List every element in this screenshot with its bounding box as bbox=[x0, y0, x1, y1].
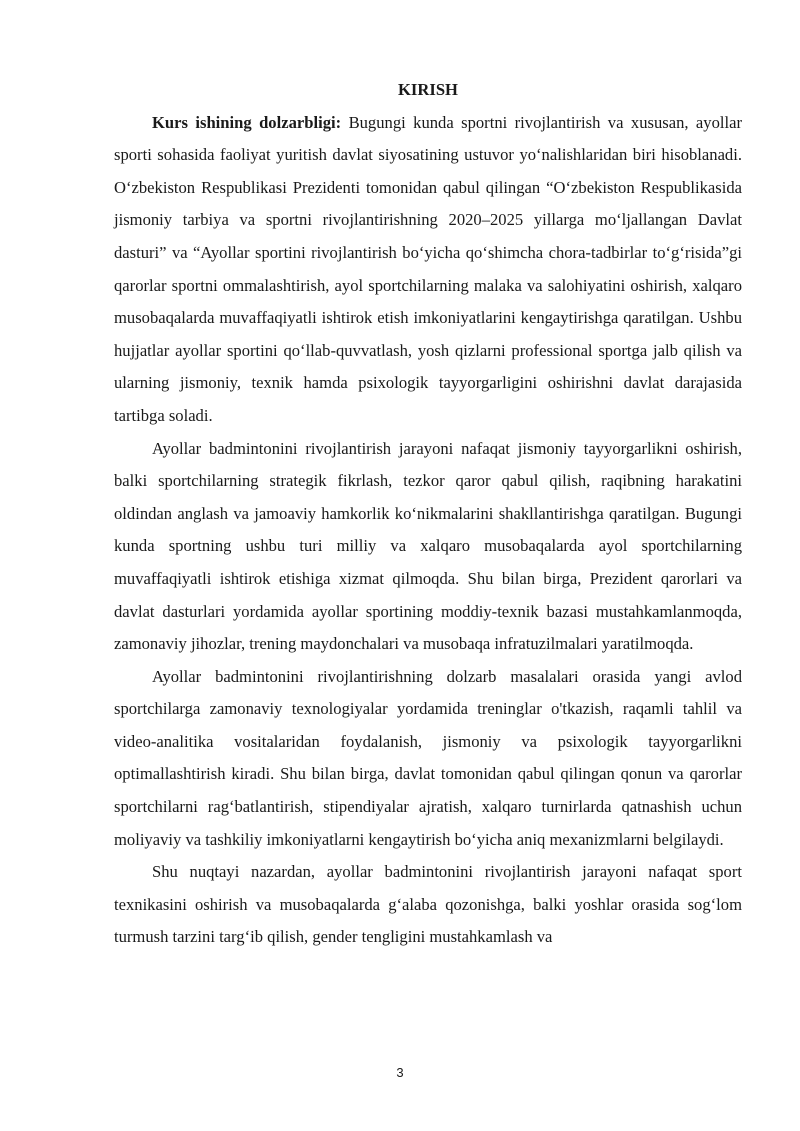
paragraph-lead: Kurs ishining dolzarbligi: bbox=[152, 112, 342, 132]
section-heading: KIRISH bbox=[398, 80, 458, 99]
paragraph-badminton-development bbox=[114, 433, 742, 661]
page-number: 3 bbox=[396, 1065, 404, 1080]
paragraph-text: Ayollar badmintonini rivojlantirish jarayoni nafaqat jismoniy tayyorgarlikni oshirish, balki sportchilarning strategik fikrlash, tezkor qaror qabul qilish, raqibning harakatini oldindan anglash va jamoaviy hamkorlik ko‘nikmalarini shakllantirishga qaratilgan. Bugungi kunda sportning ushbu turi milliy va xalqaro musobaqalarda ayol sportchilarning muvaffaqiyatli ishtirok etishiga xizmat qilmoqda. Shu bilan birga, Prezident qarorlari va davlat dasturlari yordamida ayollar sportining moddiy-texnik bazasi mustahkamlanmoqda, zamonaviy jihozlar, trening maydonchalari va musobaqa infratuzilmalari yaratilmoqda. bbox=[114, 438, 742, 654]
paragraph-text: Ayollar badmintonini rivojlantirishning dolzarb masalalari orasida yangi avlod sportchilarga zamonaviy texnologiyalar yordamida treninglar o'tkazish, raqamli tahlil va video-analitika vositalaridan foydalanish, jismoniy va psixologik tayyorgarlikni optimallashtirish kiradi. Shu bilan birga, davlat tomonidan qabul qilingan qonun va qarorlar sportchilarni rag‘batlantirish, stipendiyalar ajratish, xalqaro turnirlarda qatnashish uchun moliyaviy va tashkiliy imkoniyatlarni kengaytirish bo‘yicha aniq mexanizmlarni belgilaydi. bbox=[114, 666, 742, 849]
document-body bbox=[114, 74, 742, 954]
paragraph-perspective bbox=[114, 856, 742, 954]
paragraph-current-issues bbox=[114, 661, 742, 857]
paragraph-text: Shu nuqtayi nazardan, ayollar badmintonini rivojlantirish jarayoni nafaqat sport texnikasini oshirish va musobaqalarda g‘alaba qozonishga, balki yoshlar orasida sog‘lom turmush tarzini targ‘ib qilish, gender tengligini mustahkamlash va bbox=[114, 862, 742, 947]
paragraph-relevance bbox=[114, 107, 742, 433]
paragraph-text: Bugungi kunda sportni rivojlantirish va xususan, ayollar sporti sohasida faoliyat yuritish davlat siyosatining ustuvor yo‘nalishlaridan biri hisoblanadi. O‘zbekiston Respublikasi Prezidenti tomonidan qabul qilingan “O‘zbekiston Respublikasida jismoniy tarbiya va sportni rivojlantirishning 2020–2025 yillarga mo‘ljallangan Davlat dasturi” va “Ayollar sportini rivojlantirish bo‘yicha qo‘shimcha chora-tadbirlar to‘g‘risida”gi qarorlar sportni ommalashtirish, ayol sportchilarning malaka va salohiyatini oshirish, xalqaro musobaqalarda muvaffaqiyatli ishtirok etish imkoniyatlarini kengaytirishga qaratilgan. Ushbu hujjatlar ayollar sportini qo‘llab-quvvatlash, yosh qizlarni professional sportga jalb qilish va ularning jismoniy, texnik hamda psixologik tayyorgarligini oshirishni davlat darajasida tartibga soladi. bbox=[114, 112, 743, 425]
